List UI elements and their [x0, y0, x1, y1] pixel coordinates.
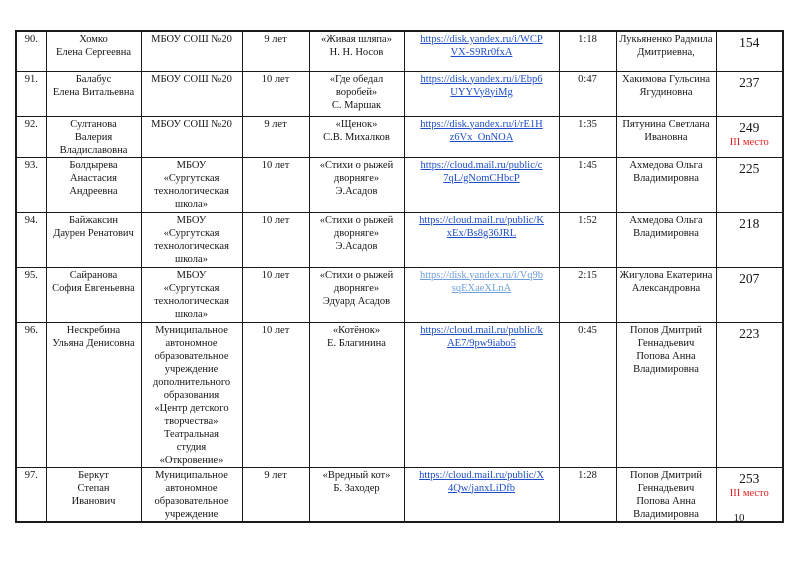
cell-teacher: Жигулова Екатерина Александровна [616, 267, 716, 322]
cell-participant-name: Болдырева Анастасия Андреевна [46, 157, 141, 212]
cell-school: Муниципальное автономное образовательное учреждение [141, 467, 242, 522]
cell-age: 10 лет [242, 157, 309, 212]
cell-index: 92. [16, 116, 46, 157]
cell-school: МБОУ «Сургутская технологическая школа» [141, 157, 242, 212]
award-label: III место [729, 136, 769, 148]
cell-teacher: Лукьяненко Радмила Дмитриевна, [616, 31, 716, 71]
cell-participant-name: Нескребина Ульяна Денисовна [46, 322, 141, 467]
video-link[interactable]: https://disk.yandex.ru/i/Ebp6 UYYVy8yiMg [420, 73, 543, 98]
cell-age: 10 лет [242, 267, 309, 322]
cell-duration: 0:45 [559, 322, 616, 467]
score-value: 223 [739, 325, 760, 341]
video-link[interactable]: https://disk.yandex.ru/i/rE1H z6Vx_OnNOA [420, 118, 543, 143]
cell-age: 10 лет [242, 322, 309, 467]
cell-age: 9 лет [242, 116, 309, 157]
cell-teacher: Пятунина Светлана Ивановна [616, 116, 716, 157]
award-label: III место [729, 487, 769, 499]
table-row [16, 116, 783, 157]
cell-work-title: «Живая шляпа» Н. Н. Носов [309, 31, 404, 71]
cell-index: 95. [16, 267, 46, 322]
cell-school: Муниципальное автономное образовательное учреждение дополнительного образования «Центр детского творчества» Театральная студия «Откровение» [141, 322, 242, 467]
cell-teacher: Хакимова Гульсина Ягудиновна [616, 71, 716, 116]
cell-score [716, 157, 783, 212]
cell-video-link [404, 31, 559, 71]
cell-work-title: «Стихи о рыжей дворняге» Э.Асадов [309, 157, 404, 212]
video-link[interactable]: https://cloud.mail.ru/public/K xEx/Bs8g36JRL [419, 214, 544, 239]
score-value: 154 [739, 35, 760, 50]
page-number: 10 [733, 512, 745, 524]
score-value: 237 [739, 74, 760, 90]
score-value: 207 [739, 270, 760, 286]
cell-video-link [404, 157, 559, 212]
video-link[interactable]: https://cloud.mail.ru/public/c 7qL/gNomCHbcP [420, 159, 543, 184]
video-link[interactable]: https://disk.yandex.ru/i/WCP VX-S9Rr0fxA [420, 34, 543, 58]
score-value: 249 [739, 119, 760, 135]
results-table [15, 30, 784, 523]
cell-work-title: «Вредный кот» Б. Заходер [309, 467, 404, 522]
cell-participant-name: Султанова Валерия Владиславовна [46, 116, 141, 157]
cell-work-title: «Где обедал воробей» С. Маршак [309, 71, 404, 116]
cell-school: МБОУ «Сургутская технологическая школа» [141, 267, 242, 322]
video-link[interactable]: https://cloud.mail.ru/public/k AE7/9pw9iabo5 [420, 324, 543, 349]
score-value: 218 [739, 215, 760, 231]
cell-age: 9 лет [242, 467, 309, 522]
cell-work-title: «Стихи о рыжей дворняге» Эдуард Асадов [309, 267, 404, 322]
cell-score [716, 322, 783, 467]
cell-index: 94. [16, 212, 46, 267]
cell-teacher: Попов Дмитрий Геннадьевич Попова Анна Владимировна [616, 322, 716, 467]
cell-work-title: «Котёнок» Е. Благинина [309, 322, 404, 467]
table-row [16, 467, 783, 522]
cell-duration: 2:15 [559, 267, 616, 322]
table-row [16, 31, 783, 71]
cell-video-link [404, 116, 559, 157]
cell-work-title: «Щенок» С.В. Михалков [309, 116, 404, 157]
score-value: 253 [739, 470, 760, 486]
cell-score [716, 267, 783, 322]
cell-participant-name: Сайранова София Евгеньевна [46, 267, 141, 322]
cell-video-link [404, 71, 559, 116]
cell-video-link [404, 322, 559, 467]
score-value: 225 [739, 160, 760, 176]
cell-duration: 0:47 [559, 71, 616, 116]
cell-score [716, 31, 783, 71]
table-row [16, 212, 783, 267]
video-link[interactable]: https://disk.yandex.ru/i/Vq9b sqEXaeXLnA [419, 269, 544, 294]
cell-participant-name: Байжаксин Даурен Ренатович [46, 212, 141, 267]
cell-video-link [404, 467, 559, 522]
cell-duration: 1:52 [559, 212, 616, 267]
cell-index: 97. [16, 467, 46, 522]
table-row [16, 267, 783, 322]
cell-participant-name: Хомко Елена Сергеевна [46, 31, 141, 71]
cell-score [716, 71, 783, 116]
table-row [16, 322, 783, 467]
cell-teacher: Ахмедова Ольга Владимировна [616, 157, 716, 212]
cell-duration: 1:28 [559, 467, 616, 522]
cell-teacher: Попов Дмитрий Геннадьевич Попова Анна Владимировна [616, 467, 716, 522]
cell-school: МБОУ СОШ №20 [141, 116, 242, 157]
cell-participant-name: Беркут Степан Иванович [46, 467, 141, 522]
cell-school: МБОУ «Сургутская технологическая школа» [141, 212, 242, 267]
cell-age: 10 лет [242, 212, 309, 267]
cell-age: 10 лет [242, 71, 309, 116]
video-link[interactable]: https://cloud.mail.ru/public/X 4Qw/janxLiDfb [419, 469, 544, 494]
cell-index: 91. [16, 71, 46, 116]
cell-participant-name: Балабус Елена Витальевна [46, 71, 141, 116]
cell-work-title: «Стихи о рыжей дворняге» Э.Асадов [309, 212, 404, 267]
cell-duration: 1:18 [559, 31, 616, 71]
cell-video-link [404, 267, 559, 322]
cell-school: МБОУ СОШ №20 [141, 71, 242, 116]
results-table-body [16, 31, 783, 522]
cell-index: 93. [16, 157, 46, 212]
cell-score [716, 212, 783, 267]
table-row [16, 157, 783, 212]
cell-school: МБОУ СОШ №20 [141, 31, 242, 71]
cell-age: 9 лет [242, 31, 309, 71]
table-row [16, 71, 783, 116]
cell-score [716, 116, 783, 157]
cell-duration: 1:45 [559, 157, 616, 212]
cell-duration: 1:35 [559, 116, 616, 157]
cell-index: 90. [16, 31, 46, 71]
cell-index: 96. [16, 322, 46, 467]
cell-teacher: Ахмедова Ольга Владимировна [616, 212, 716, 267]
cell-video-link [404, 212, 559, 267]
